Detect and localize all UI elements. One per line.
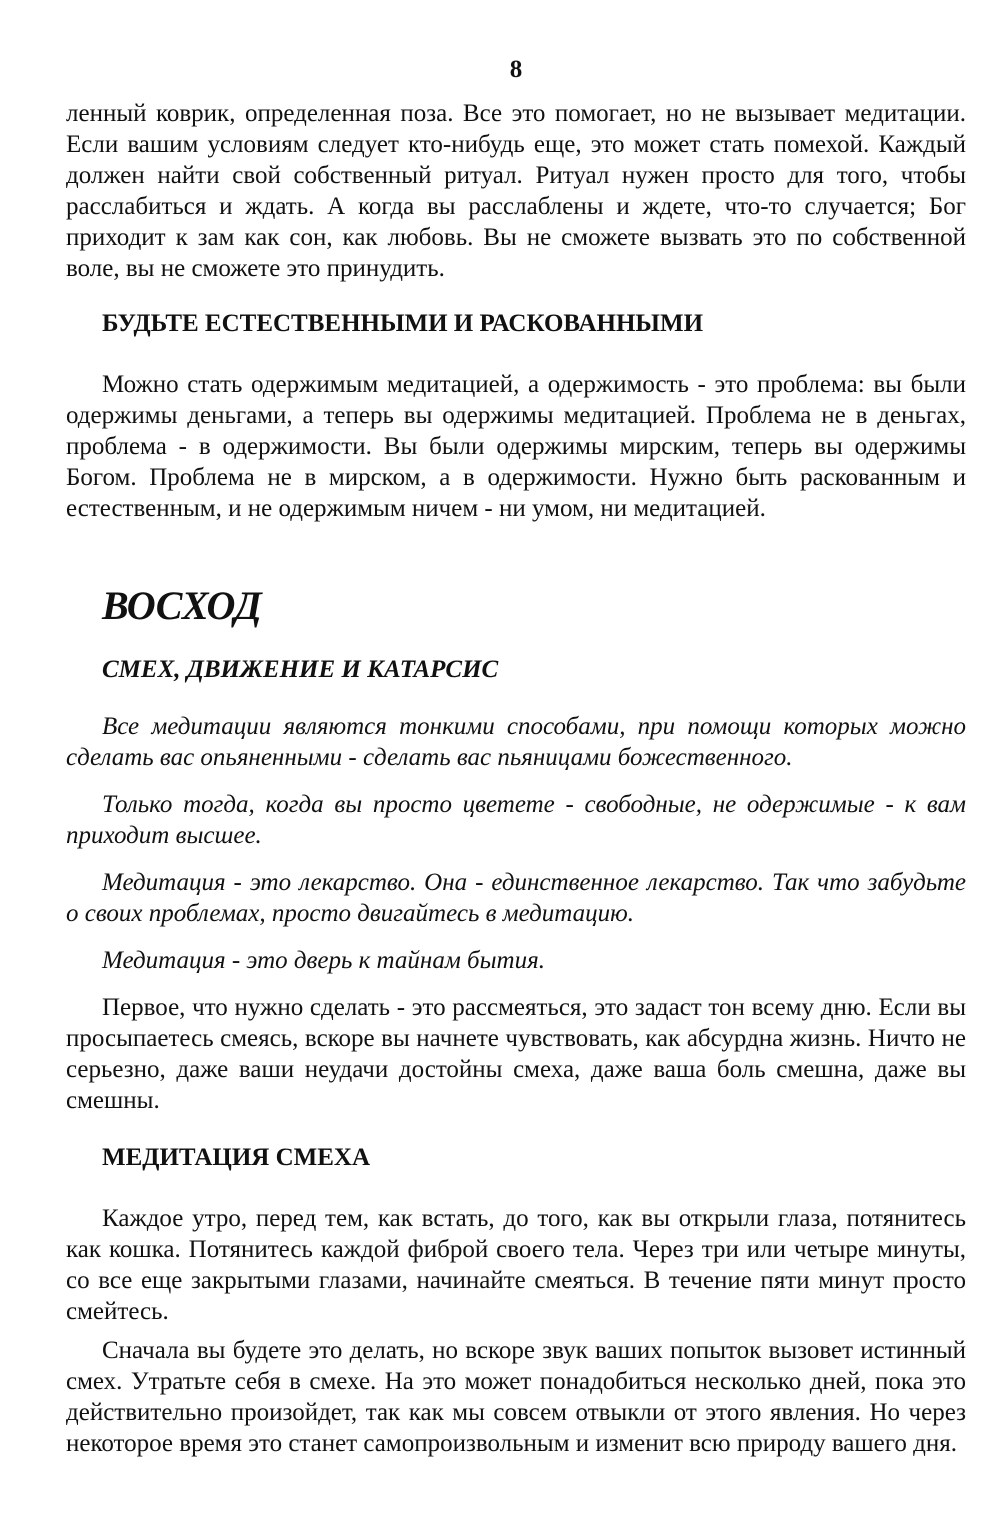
paragraph-true-laughter: Сначала вы будете это делать, но вскоре звук ваших попыток вызовет истинный смех. Утратьте себя в смехе. На это может понадобиться несколько дней, пока это действительно произойдет, так как мы совсем отвыкли от этого явления. Но через некоторое время это станет самопроизвольным и изменит всю природу вашего дня. [66,1337,966,1457]
paragraph-laugh-first: Первое, что нужно сделать - это рассмеяться, это задаст тон всему дню. Если вы просыпаетесь смеясь, вскоре вы начнете чувствовать, как абсурдна жизнь. Ничто не серьезно, даже ваши неудачи достойны смеха, даже ваша боль смешна, даже вы смешны. [66,994,966,1114]
paragraph-morning-stretch: Каждое утро, перед тем, как встать, до того, как вы открыли глаза, потянитесь как кошка. Потянитесь каждой фиброй своего тела. Через три или четыре минуты, со все еще закрытыми глазами, начинайте смеяться. В течение пяти минут просто смейтесь. [66,1205,966,1325]
quote-paragraph: Все медитации являются тонкими способами, при помощи которых можно сделать вас опьяненными - сделать вас пьяницами божественного. [66,713,966,771]
paragraph-obsession: Можно стать одержимым медитацией, а одержимость - это проблема: вы были одержимы деньгами, а теперь вы одержимы медитацией. Проблема не в деньгах, проблема - в одержимости. Вы были одержимы мирским, теперь вы одержимы Богом. Проблема не в мирском, а в одержимости. Нужно быть раскованным и естественным, и не одержимым ничем - ни умом, ни медитацией. [66,371,966,522]
heading-laughter-meditation: МЕДИТАЦИЯ СМЕХА [102,1144,371,1171]
heading-natural-relaxed: БУДЬТЕ ЕСТЕСТВЕННЫМИ И РАСКОВАННЫМИ [102,310,704,337]
book-page [66,52,966,1459]
quote-paragraph: Медитация - это дверь к тайнам бытия. [102,947,545,974]
quote-paragraph: Только тогда, когда вы просто цветете - свободные, не одержимые - к вам приходит высшее. [66,791,966,849]
quote-paragraph: Медитация - это лекарство. Она - единственное лекарство. Так что забудьте о своих проблемах, просто двигайтесь в медитацию. [66,869,966,927]
chapter-title: ВОСХОД [102,583,262,628]
page-number: 8 [509,56,523,83]
heading-laughter-movement-catharsis: СМЕХ, ДВИЖЕНИЕ И КАТАРСИС [102,656,499,683]
intro-paragraph: ленный коврик, определенная поза. Все это помогает, но не вызывает медитации. Если вашим условиям следует кто-нибудь еще, это может стать помехой. Каждый должен найти свой собственный ритуал. Ритуал нужен просто для того, чтобы расслабиться и ждать. А когда вы расслаблены и ждете, что-то случается; Бог приходит к зам как сон, как любовь. Вы не сможете вызвать это по собственной воле, вы не сможете это принудить. [66,100,966,282]
